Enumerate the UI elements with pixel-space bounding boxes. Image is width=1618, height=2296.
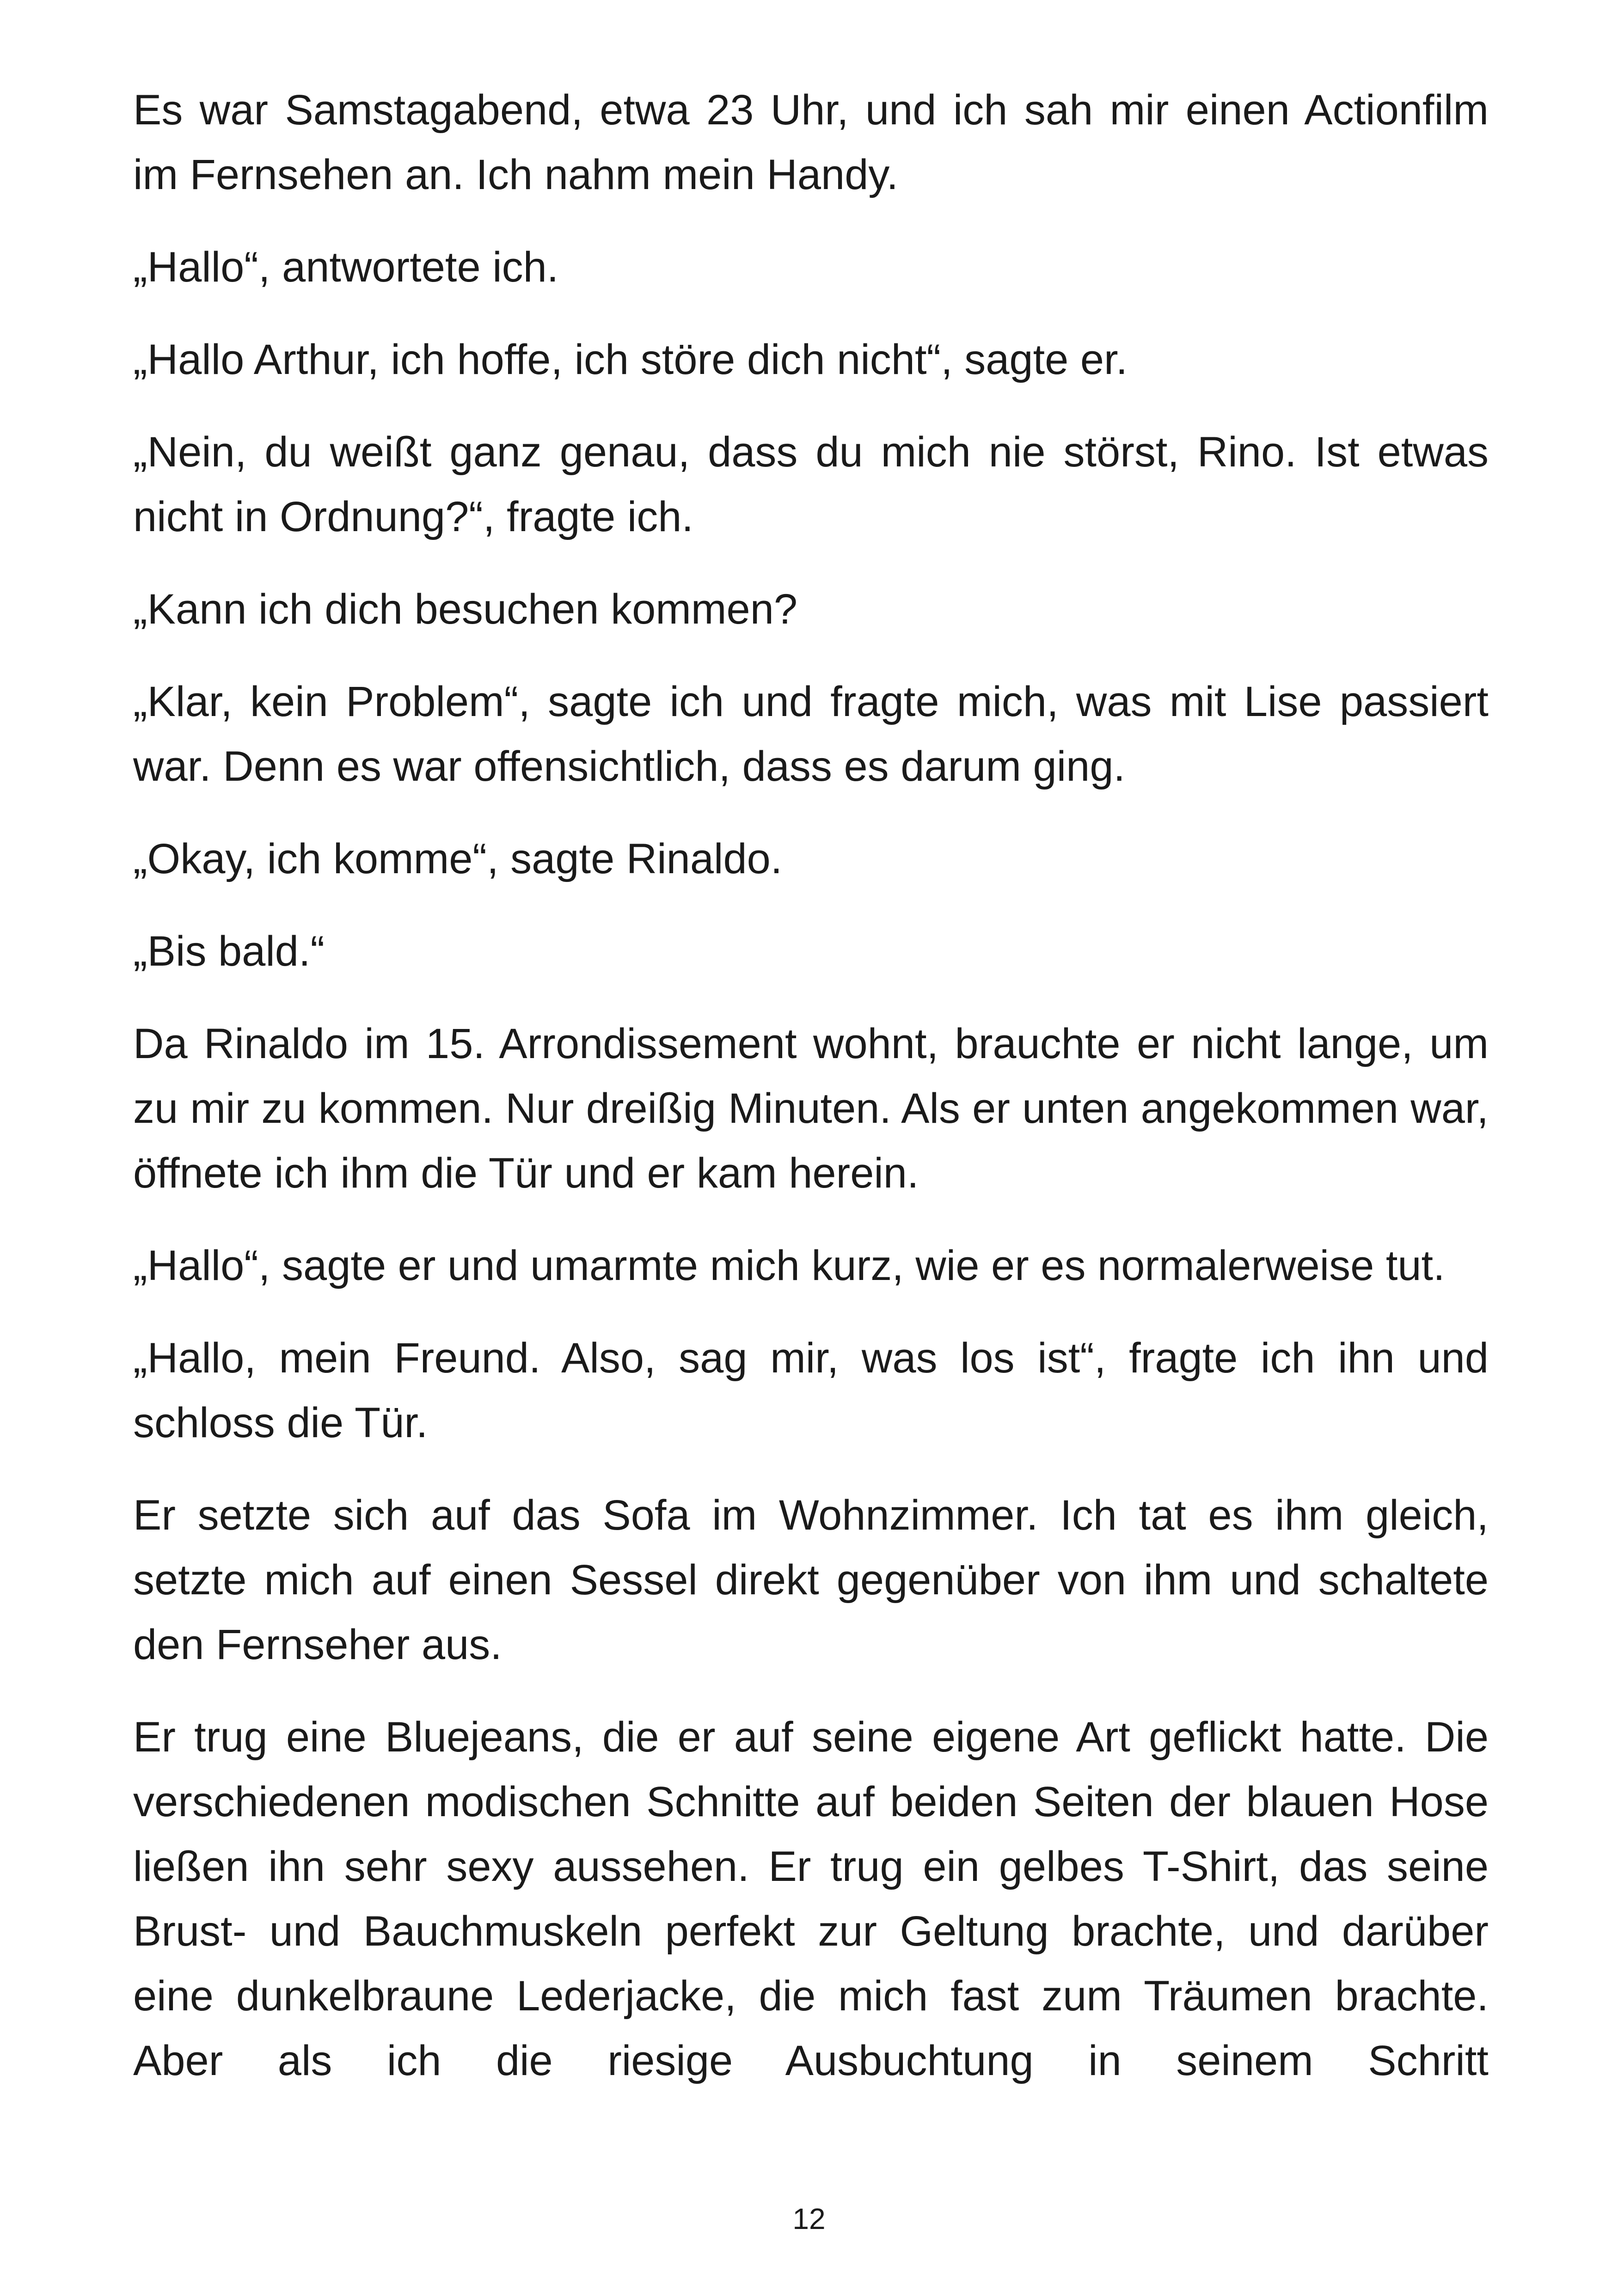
paragraph: Es war Samstagabend, etwa 23 Uhr, und ich sah mir einen Actionfilm im Fernsehen an. Ich nahm mein Handy. — [133, 86, 1489, 198]
paragraph: „Bis bald.“ — [133, 928, 325, 975]
paragraph: „Hallo Arthur, ich hoffe, ich störe dich nicht“, sagte er. — [133, 336, 1128, 383]
paragraph: „Hallo, mein Freund. Also, sag mir, was los ist“, fragte ich ihn und schloss die Tür. — [133, 1335, 1489, 1446]
paragraph: Er trug eine Bluejeans, die er auf seine eigene Art geflickt hatte. Die verschiedenen modischen Schnitte auf beiden Seiten der blauen Hose ließen ihn sehr sexy aussehen. Er trug ein gelbes T-Shirt, das seine Brust- und Bauchmuskeln perfekt zur Geltung brachte, und darüber eine dunkelbraune Lederjacke, die mich fast zum Träumen brachte. Aber als ich die riesige Ausbuchtung in seinem Schritt — [133, 1714, 1489, 2084]
paragraph: Er setzte sich auf das Sofa im Wohnzimmer. Ich tat es ihm gleich, setzte mich auf einen Sessel direkt gegenüber von ihm und schaltete den Fernseher aus. — [133, 1492, 1489, 1668]
paragraph: „Hallo“, antwortete ich. — [133, 244, 559, 291]
paragraph: „Klar, kein Problem“, sagte ich und fragte mich, was mit Lise passiert war. Denn es war offensichtlich, dass es darum ging. — [133, 678, 1489, 790]
paragraph: „Okay, ich komme“, sagte Rinaldo. — [133, 835, 783, 882]
paragraph: Da Rinaldo im 15. Arrondissement wohnt, brauchte er nicht lange, um zu mir zu kommen. Nur dreißig Minuten. Als er unten angekommen war, öffnete ich ihm die Tür und er kam herein. — [133, 1020, 1489, 1197]
page-number: 12 — [792, 2202, 826, 2235]
page-body — [133, 78, 1489, 2093]
paragraph: „Nein, du weißt ganz genau, dass du mich nie störst, Rino. Ist etwas nicht in Ordnung?“, fragte ich. — [133, 429, 1489, 540]
paragraph: „Kann ich dich besuchen kommen? — [133, 586, 798, 633]
paragraph: „Hallo“, sagte er und umarmte mich kurz, wie er es normalerweise tut. — [133, 1242, 1445, 1289]
